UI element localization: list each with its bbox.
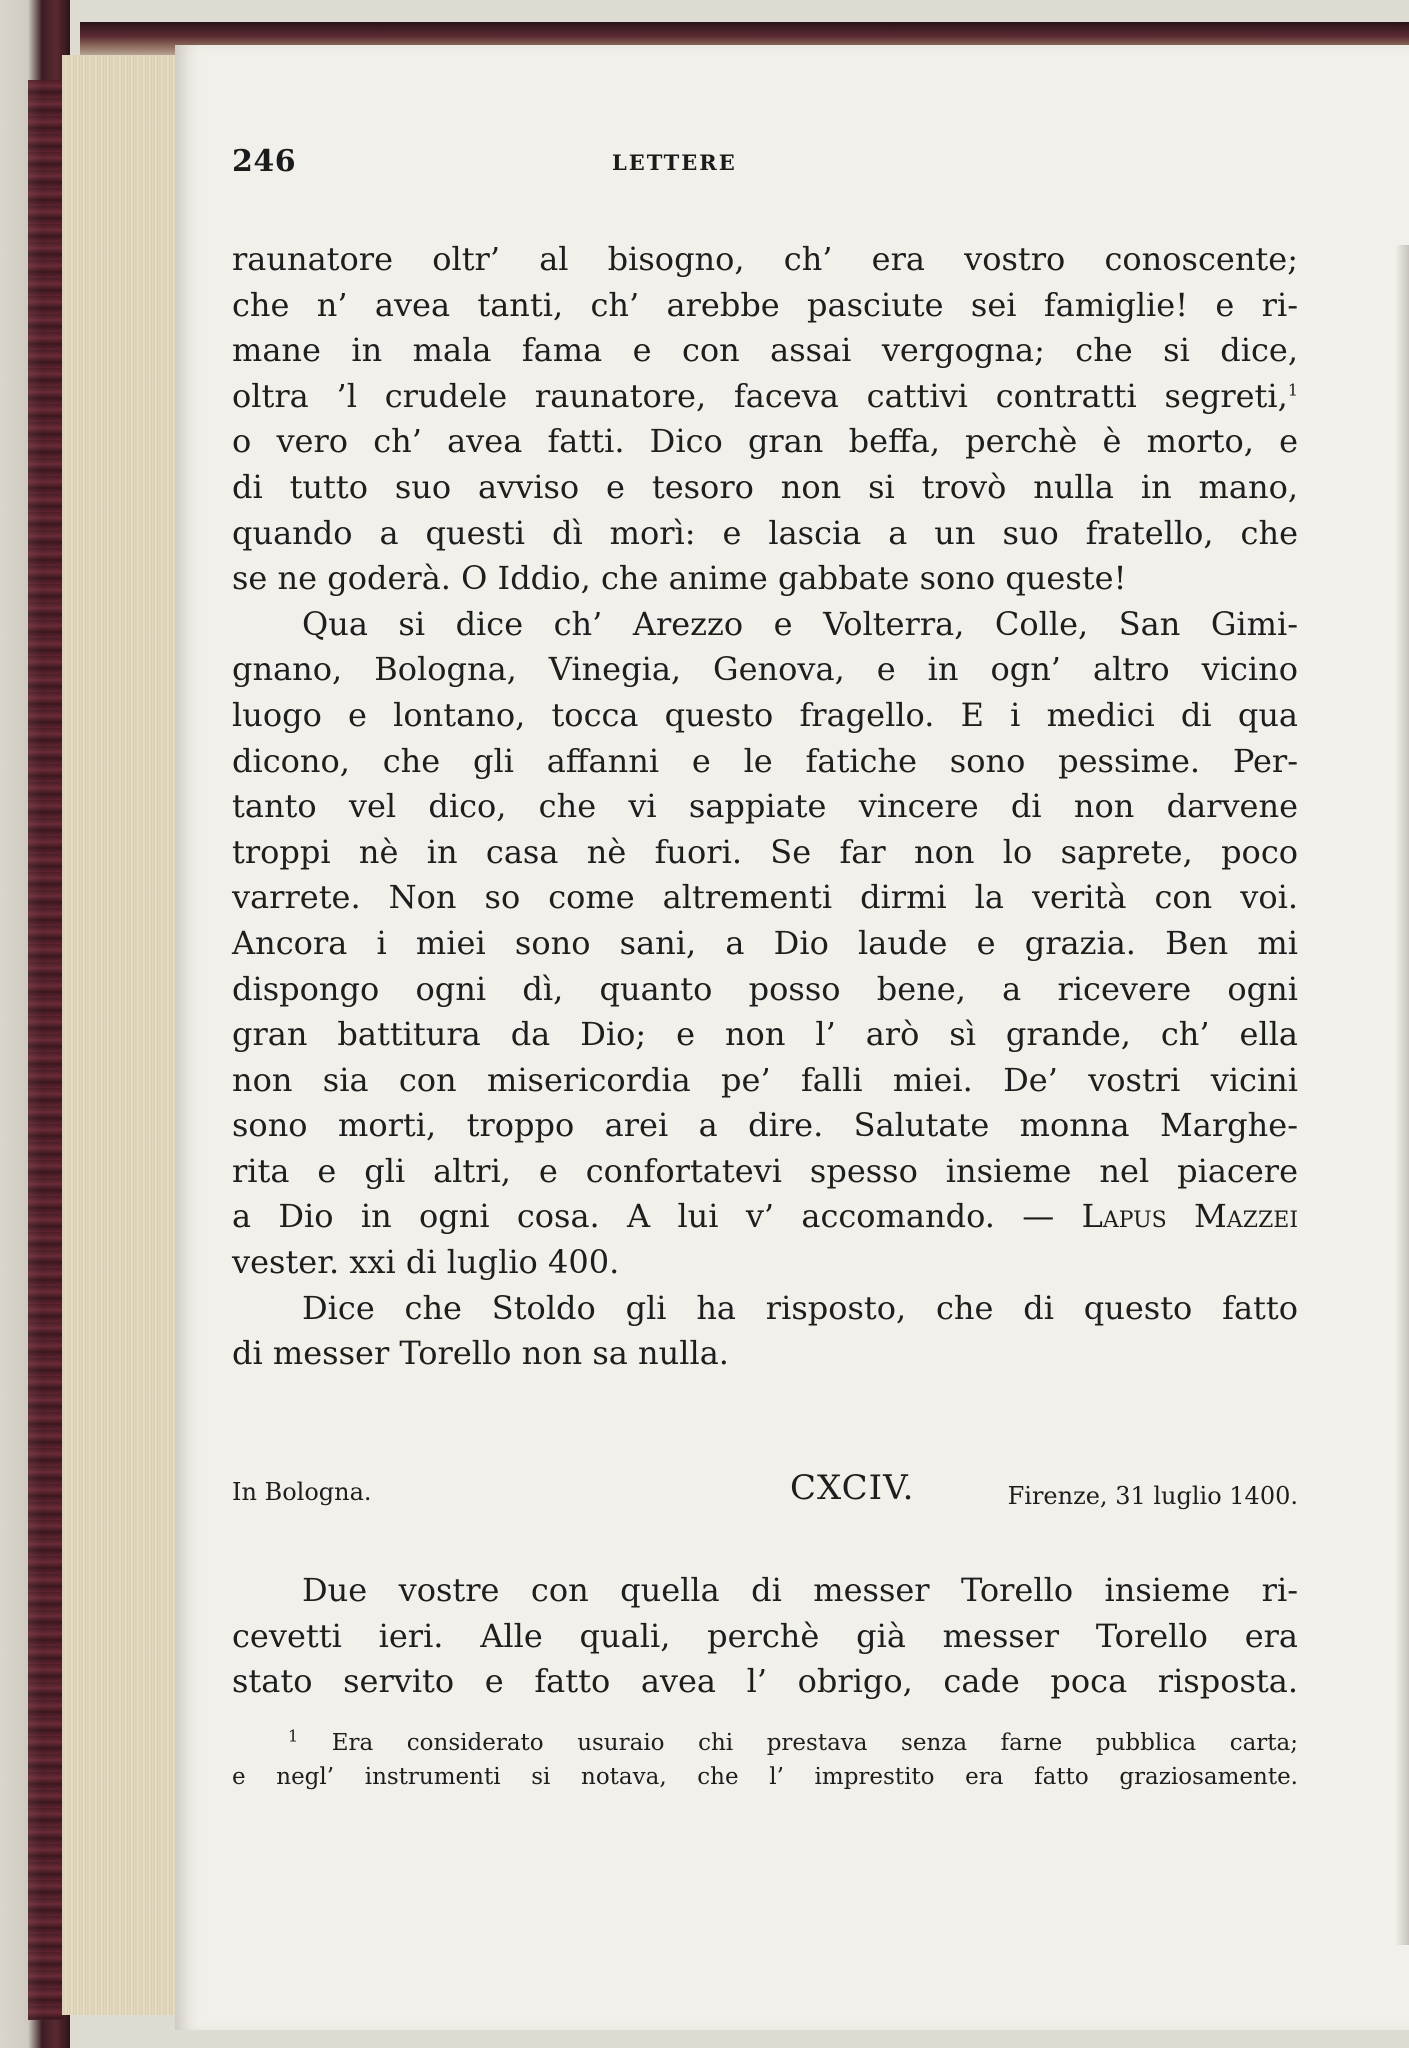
running-title: LETTERE bbox=[612, 150, 737, 175]
footnote bbox=[232, 1726, 1298, 1794]
text-line: o vero ch’ avea fatti. Dico gran beffa, perchè è morto, e bbox=[232, 422, 1298, 461]
text-line: tanto vel dico, che vi sappiate vincere di non darvene bbox=[232, 787, 1298, 826]
footnote-reference: 1 bbox=[1287, 380, 1298, 400]
text-line: Ancora i miei sono sani, a Dio laude e grazia. Ben mi bbox=[232, 923, 1298, 962]
footnote-marker: 1 bbox=[288, 1726, 299, 1746]
text-line: sono morti, troppo arei a dire. Salutate monna Marghe- bbox=[232, 1106, 1298, 1145]
letter-place-date: Firenze, 31 luglio 1400. bbox=[1007, 1482, 1298, 1510]
text-line: dicono, che gli affanni e le fatiche sono pessime. Per- bbox=[232, 741, 1298, 780]
text-line: luogo e lontano, tocca questo fragello. E i medici di qua bbox=[232, 695, 1298, 734]
letter-body bbox=[232, 1568, 1298, 1705]
letter-number: CXCIV. bbox=[790, 1468, 915, 1508]
text-line: cevetti ieri. Alle quali, perchè già messer Torello era bbox=[232, 1616, 1298, 1655]
text-line: vester. xxi di luglio 400. bbox=[232, 1243, 620, 1282]
text-line: gran battitura da Dio; e non l’ arò sì grande, ch’ ella bbox=[232, 1015, 1298, 1054]
footnote-line bbox=[232, 1726, 1298, 1760]
binding-spine bbox=[28, 80, 64, 2020]
text-line-content: a Dio in ogni cosa. A lui v’ accomando. — bbox=[232, 1197, 1055, 1236]
text-line: Due vostre con quella di messer Torello insieme ri- bbox=[302, 1571, 1298, 1609]
text-line: di tutto suo avviso e tesoro non si trovò nulla in mano, bbox=[232, 467, 1298, 506]
letter-body-continued bbox=[232, 237, 1298, 1377]
text-line: raunatore oltr’ al bisogno, ch’ era vostro conoscente; bbox=[232, 240, 1298, 278]
page-number: 246 bbox=[232, 144, 297, 179]
running-head bbox=[232, 144, 1292, 184]
text-line: se ne goderà. O Iddio, che anime gabbate sono queste! bbox=[232, 559, 1127, 598]
text-line bbox=[232, 1194, 1298, 1240]
text-line: Qua si dice ch’ Arezzo e Volterra, Colle, San Gimi- bbox=[302, 604, 1298, 643]
text-line: varrete. Non so come altrementi dirmi la verità con voi. bbox=[232, 878, 1298, 917]
text-line: non sia con misericordia pe’ falli miei. De’ vostri vicini bbox=[232, 1060, 1298, 1099]
text-line: gnano, Bologna, Vinegia, Genova, e in ogn’ altro vicino bbox=[232, 650, 1298, 689]
text-line: mane in mala fama e con assai vergogna; che si dice, bbox=[232, 331, 1298, 370]
letter-addressee: In Bologna. bbox=[232, 1478, 372, 1506]
text-line: quando a questi dì morì: e lascia a un suo fratello, che bbox=[232, 513, 1298, 552]
text-line: che n’ avea tanti, ch’ arebbe pasciute sei famiglie! e ri- bbox=[232, 285, 1298, 324]
text-line: rita e gli altri, e confortatevi spesso insieme nel piacere bbox=[232, 1151, 1298, 1190]
text-line: troppi nè in casa nè fuori. Se far non lo saprete, poco bbox=[232, 832, 1298, 871]
footnote-line: e negl’ instrumenti si notava, che l’ imprestito era fatto graziosamente. bbox=[232, 1764, 1298, 1790]
text-line: di messer Torello non sa nulla. bbox=[232, 1334, 729, 1373]
page-gutter-shadow bbox=[1395, 245, 1409, 1945]
text-line: dispongo ogni dì, quanto posso bene, a ricevere ogni bbox=[232, 969, 1298, 1008]
text-line: stato servito e fatto avea l’ obrigo, cade poca risposta. bbox=[232, 1662, 1298, 1701]
footnote-text: Era considerato usuraio chi prestava senza farne pubblica carta; bbox=[331, 1730, 1298, 1756]
letter-header bbox=[232, 1468, 1298, 1528]
text-line bbox=[232, 374, 1298, 420]
text-line-content: oltra ’l crudele raunatore, faceva cattivi contratti segreti, bbox=[232, 376, 1288, 415]
text-line: Dice che Stoldo gli ha risposto, che di questo fatto bbox=[302, 1288, 1298, 1327]
signature: Lapus Mazzei bbox=[1081, 1197, 1299, 1236]
